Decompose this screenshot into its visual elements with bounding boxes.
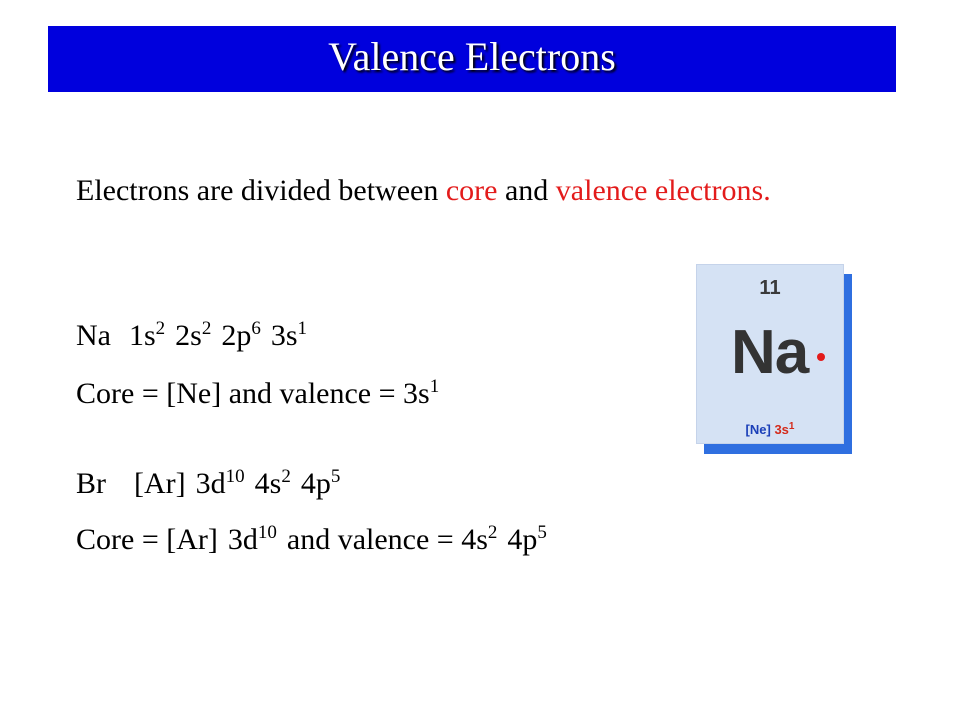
na-core-line <box>76 376 439 412</box>
intro-text-1: Electrons are divided between <box>76 174 446 207</box>
br-exp-1: 10 <box>225 466 245 487</box>
br-core-line <box>76 522 547 558</box>
br-exp-3: 5 <box>330 466 341 487</box>
na-symbol: Na <box>76 319 111 352</box>
br-core-exp-1: 10 <box>257 522 277 543</box>
br-core: [Ar] <box>134 467 186 500</box>
br-configuration <box>76 466 340 502</box>
na-exp-4: 1 <box>297 318 308 339</box>
br-core-mid: and valence = 4s <box>286 523 488 556</box>
br-orbital-1: 3d <box>195 467 226 500</box>
intro-paragraph <box>76 172 806 210</box>
title-bar <box>48 26 896 92</box>
core-keyword: core <box>445 174 498 207</box>
na-core-text: Core = [Ne] and valence = 3s <box>76 377 430 410</box>
na-configuration <box>76 318 307 354</box>
br-core-orbital-3: 4p <box>507 523 538 556</box>
br-symbol: Br <box>76 467 106 500</box>
intro-text-2: and <box>497 174 556 207</box>
card-electron-config <box>697 422 843 437</box>
slide-title: Valence Electrons <box>328 34 616 79</box>
element-symbol: Na <box>731 318 809 387</box>
br-core-exp-3: 5 <box>537 522 547 543</box>
card-config-core: [Ne] <box>745 422 771 437</box>
br-exp-2: 2 <box>281 466 291 487</box>
br-core-orbital-1: 3d <box>227 523 258 556</box>
valence-keyword: valence electrons <box>555 174 764 207</box>
valence-electron-dot <box>817 353 825 361</box>
br-core-exp-2: 2 <box>487 522 498 543</box>
sodium-element-card <box>696 264 844 444</box>
na-orbital-4: 3s <box>270 319 298 352</box>
na-core-exp: 1 <box>429 376 440 397</box>
card-config-exp: 1 <box>788 421 795 432</box>
br-orbital-3: 4p <box>300 467 331 500</box>
card-config-shell: 3s <box>774 422 789 437</box>
na-orbital-3: 2p <box>221 319 252 352</box>
na-exp-3: 6 <box>251 318 261 339</box>
intro-period: . <box>763 174 771 207</box>
br-core-prefix: Core = [Ar] <box>76 523 218 556</box>
atomic-number: 11 <box>759 277 781 299</box>
br-orbital-2: 4s <box>254 467 282 500</box>
na-orbital-2: 2s <box>175 319 202 352</box>
na-exp-1: 2 <box>155 318 166 339</box>
na-orbital-1: 1s <box>128 319 156 352</box>
na-exp-2: 2 <box>201 318 212 339</box>
